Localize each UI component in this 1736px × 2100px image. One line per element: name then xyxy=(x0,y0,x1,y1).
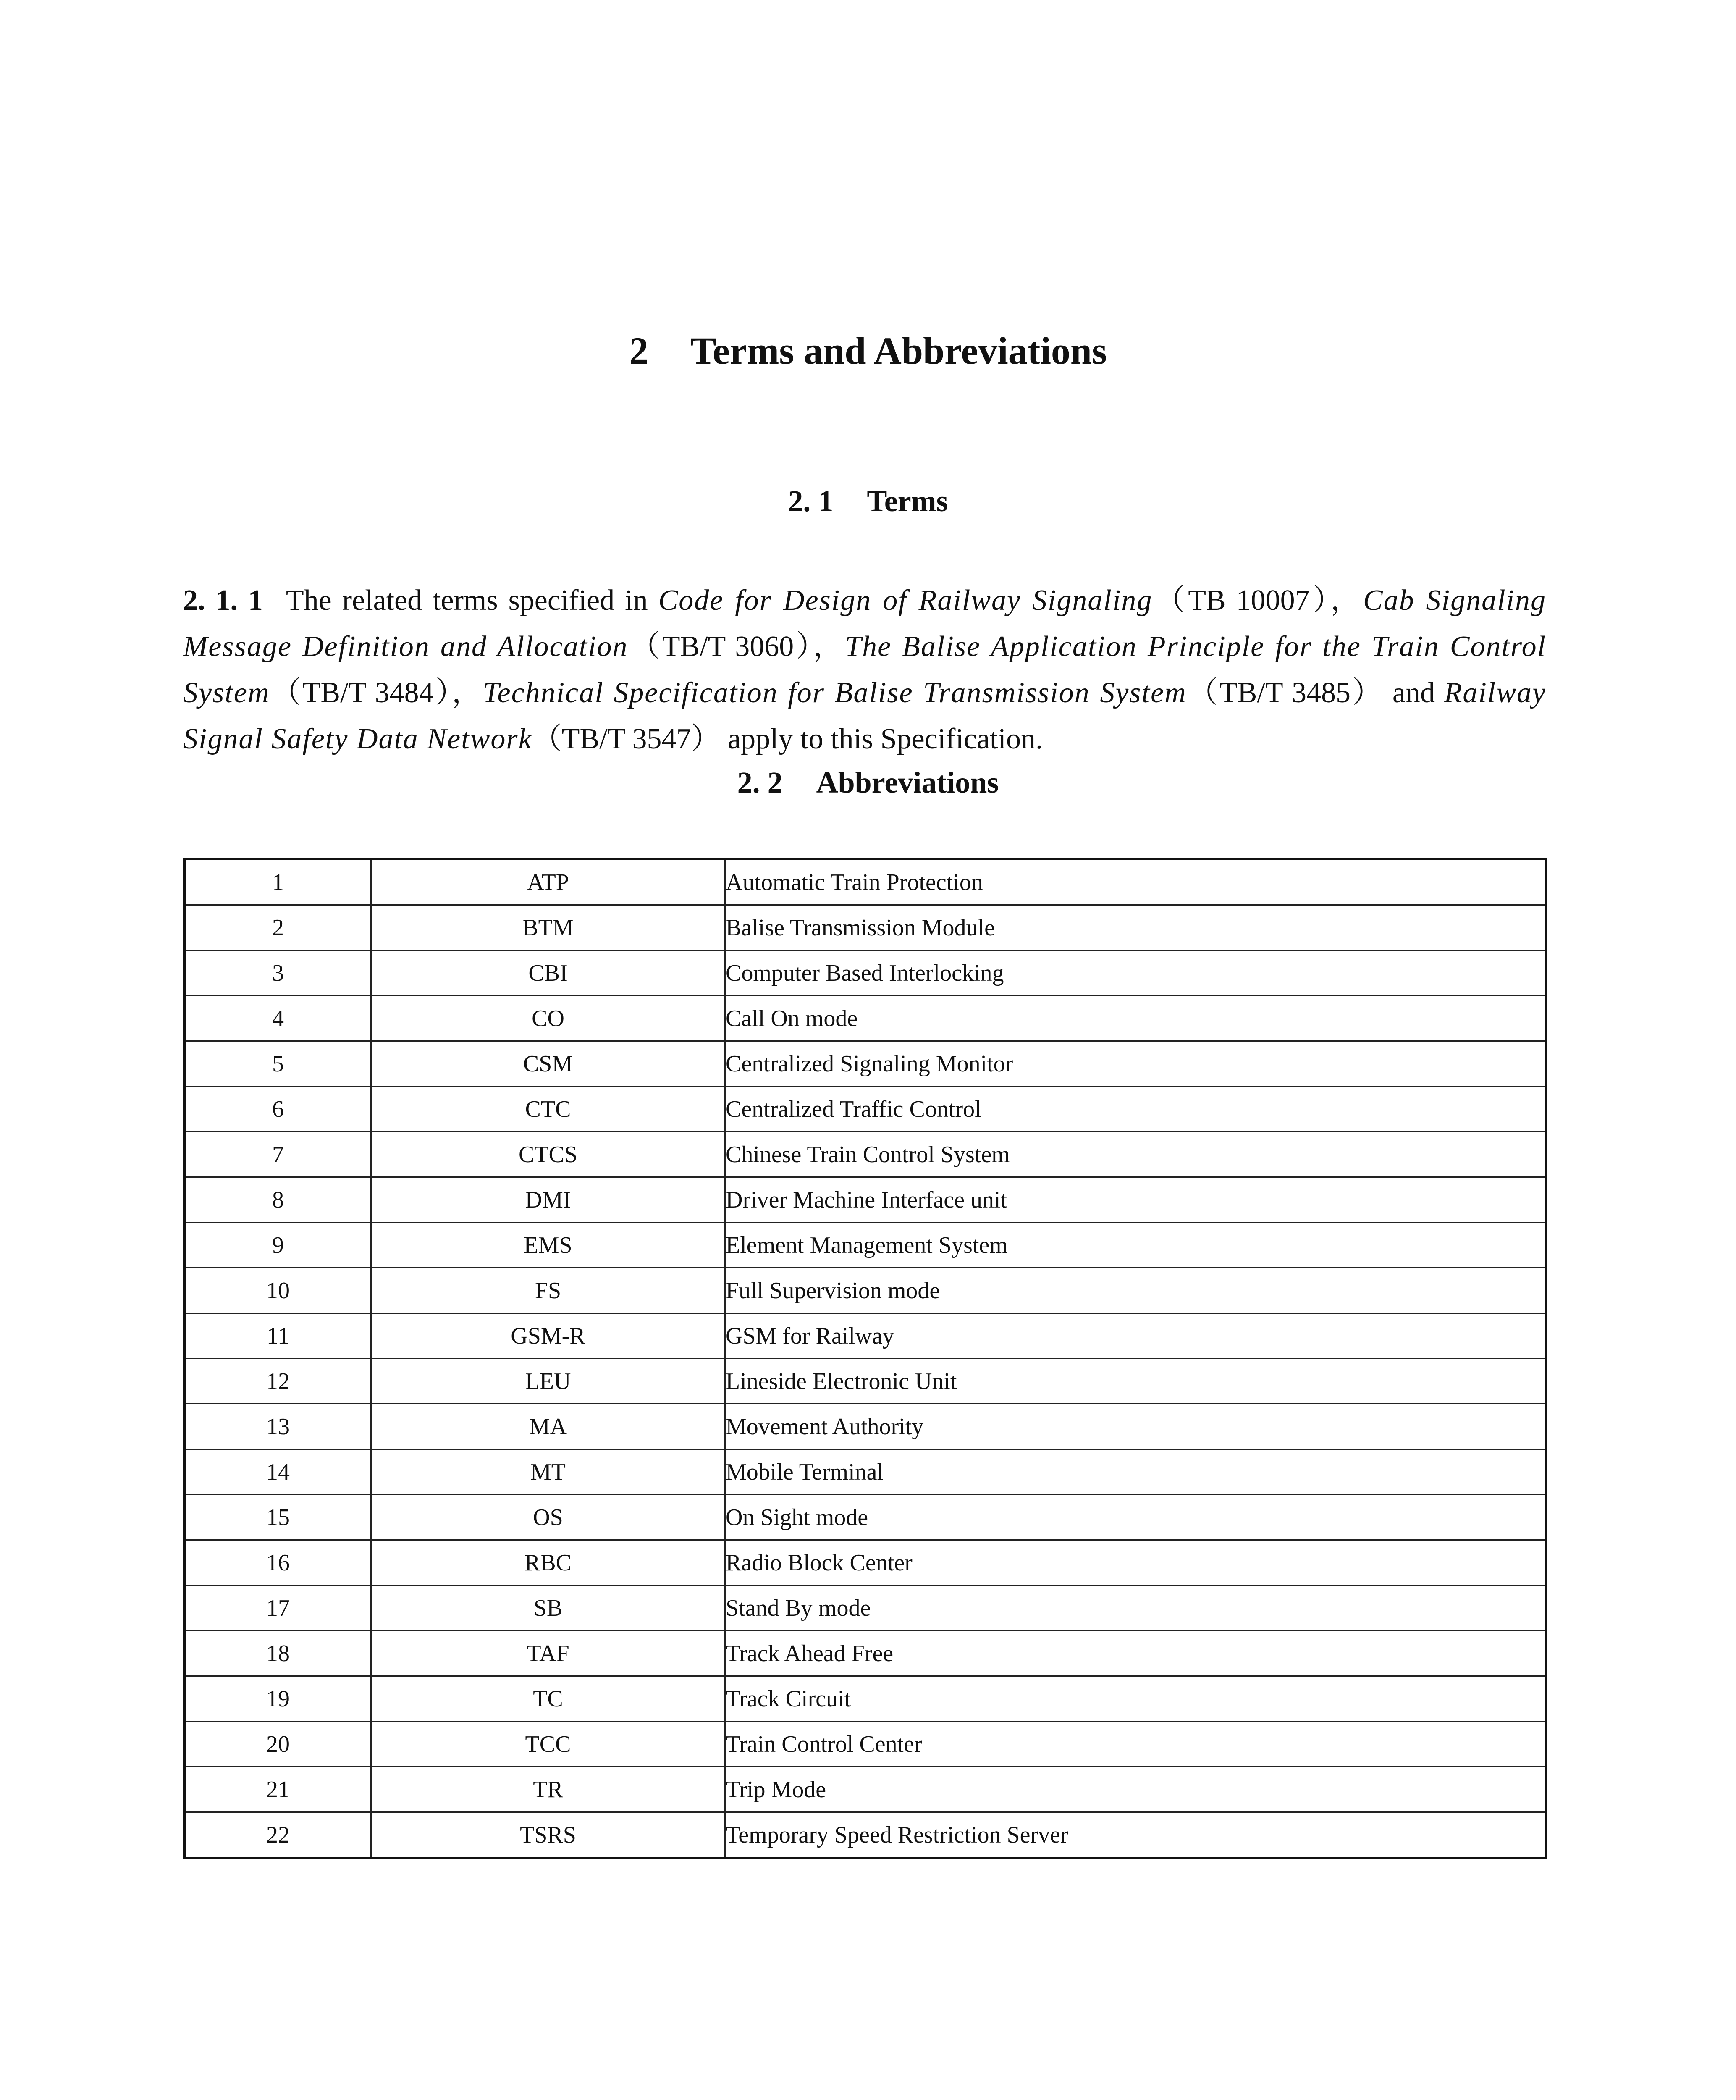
abbr-number-cell: 6 xyxy=(184,1087,371,1132)
abbr-code-cell: CO xyxy=(371,996,725,1041)
reference-title-1: Code for Design of Railway Signaling xyxy=(658,584,1153,617)
table-row xyxy=(184,1087,1546,1132)
clause-text-5: （TB/T 3485） and xyxy=(1186,677,1444,709)
abbr-definition-cell: Balise Transmission Module xyxy=(725,905,1546,950)
abbreviations-table xyxy=(183,858,1547,1859)
abbr-code-cell: LEU xyxy=(371,1359,725,1404)
abbr-definition-cell: Lineside Electronic Unit xyxy=(725,1359,1546,1404)
table-row xyxy=(184,1540,1546,1586)
abbr-definition-cell: On Sight mode xyxy=(725,1495,1546,1540)
table-row xyxy=(184,1449,1546,1495)
abbr-definition-cell: Element Management System xyxy=(725,1223,1546,1268)
section-abbreviations-number: 2. 2 xyxy=(737,766,783,799)
table-row xyxy=(184,1177,1546,1223)
clause-text-1: The related terms specified in xyxy=(286,584,658,617)
abbr-number-cell: 17 xyxy=(184,1586,371,1631)
abbr-number-cell: 13 xyxy=(184,1404,371,1449)
abbr-definition-cell: Movement Authority xyxy=(725,1404,1546,1449)
clause-text-4: （TB/T 3484）， xyxy=(270,677,483,709)
table-row xyxy=(184,1268,1546,1313)
clause-text-6: （TB/T 3547） apply to this Specification. xyxy=(532,723,1043,755)
table-row xyxy=(184,1812,1546,1858)
abbr-number-cell: 5 xyxy=(184,1041,371,1087)
abbr-definition-cell: Mobile Terminal xyxy=(725,1449,1546,1495)
abbr-code-cell: OS xyxy=(371,1495,725,1540)
abbr-code-cell: SB xyxy=(371,1586,725,1631)
abbr-definition-cell: Full Supervision mode xyxy=(725,1268,1546,1313)
abbr-definition-cell: Train Control Center xyxy=(725,1722,1546,1767)
abbr-definition-cell: Automatic Train Protection xyxy=(725,859,1546,905)
reference-title-4: Technical Specification for Balise Transmission System xyxy=(483,677,1187,709)
abbr-code-cell: TAF xyxy=(371,1631,725,1676)
clause-number: 2. 1. 1 xyxy=(183,584,263,617)
abbr-number-cell: 7 xyxy=(184,1132,371,1177)
abbr-number-cell: 22 xyxy=(184,1812,371,1858)
abbr-code-cell: ATP xyxy=(371,859,725,905)
abbr-definition-cell: Radio Block Center xyxy=(725,1540,1546,1586)
chapter-title xyxy=(0,328,1736,374)
clause-text-3: （TB/T 3060）， xyxy=(628,630,845,663)
abbr-number-cell: 2 xyxy=(184,905,371,950)
abbr-number-cell: 3 xyxy=(184,950,371,996)
table-row xyxy=(184,1404,1546,1449)
abbr-number-cell: 18 xyxy=(184,1631,371,1676)
abbr-number-cell: 8 xyxy=(184,1177,371,1223)
abbr-number-cell: 9 xyxy=(184,1223,371,1268)
abbr-definition-cell: Centralized Traffic Control xyxy=(725,1087,1546,1132)
abbr-code-cell: CBI xyxy=(371,950,725,996)
table-row xyxy=(184,1495,1546,1540)
abbr-definition-cell: Call On mode xyxy=(725,996,1546,1041)
table-row xyxy=(184,950,1546,996)
abbr-number-cell: 14 xyxy=(184,1449,371,1495)
abbr-code-cell: DMI xyxy=(371,1177,725,1223)
abbr-definition-cell: Stand By mode xyxy=(725,1586,1546,1631)
abbr-number-cell: 19 xyxy=(184,1676,371,1722)
table-row xyxy=(184,1676,1546,1722)
abbr-code-cell: TC xyxy=(371,1676,725,1722)
chapter-number: 2 xyxy=(629,329,649,372)
abbr-code-cell: BTM xyxy=(371,905,725,950)
abbr-definition-cell: Chinese Train Control System xyxy=(725,1132,1546,1177)
abbr-number-cell: 12 xyxy=(184,1359,371,1404)
chapter-heading: Terms and Abbreviations xyxy=(690,329,1107,372)
abbr-number-cell: 1 xyxy=(184,859,371,905)
abbr-definition-cell: GSM for Railway xyxy=(725,1313,1546,1359)
section-terms-heading: Terms xyxy=(867,484,948,518)
section-terms-number: 2. 1 xyxy=(788,484,834,518)
table-row xyxy=(184,859,1546,905)
abbr-code-cell: TSRS xyxy=(371,1812,725,1858)
abbr-code-cell: CTCS xyxy=(371,1132,725,1177)
abbr-definition-cell: Track Ahead Free xyxy=(725,1631,1546,1676)
abbr-code-cell: FS xyxy=(371,1268,725,1313)
abbr-code-cell: CSM xyxy=(371,1041,725,1087)
abbr-code-cell: EMS xyxy=(371,1223,725,1268)
abbr-number-cell: 4 xyxy=(184,996,371,1041)
abbr-definition-cell: Centralized Signaling Monitor xyxy=(725,1041,1546,1087)
section-terms-title xyxy=(0,483,1736,519)
abbr-number-cell: 15 xyxy=(184,1495,371,1540)
abbr-code-cell: TR xyxy=(371,1767,725,1812)
table-row xyxy=(184,1223,1546,1268)
table-row xyxy=(184,1722,1546,1767)
reference-title-3: The Balise Application Principle for the Train Control System xyxy=(183,630,1547,709)
abbr-number-cell: 20 xyxy=(184,1722,371,1767)
abbr-code-cell: MA xyxy=(371,1404,725,1449)
section-abbreviations-title xyxy=(0,764,1736,801)
table-row xyxy=(184,1132,1546,1177)
clause-paragraph xyxy=(183,578,1546,762)
clause-text-2: （TB 10007）， xyxy=(1152,584,1364,617)
reference-title-2: Cab Signaling Message Definition and Allocation xyxy=(183,584,1547,663)
table-row xyxy=(184,905,1546,950)
section-abbreviations-heading: Abbreviations xyxy=(816,766,999,799)
abbr-number-cell: 21 xyxy=(184,1767,371,1812)
abbr-code-cell: GSM-R xyxy=(371,1313,725,1359)
abbr-definition-cell: Track Circuit xyxy=(725,1676,1546,1722)
abbr-number-cell: 16 xyxy=(184,1540,371,1586)
abbr-code-cell: TCC xyxy=(371,1722,725,1767)
abbr-number-cell: 11 xyxy=(184,1313,371,1359)
abbreviations-table-body xyxy=(184,859,1546,1858)
table-row xyxy=(184,1041,1546,1087)
abbr-code-cell: RBC xyxy=(371,1540,725,1586)
table-row xyxy=(184,1631,1546,1676)
abbr-code-cell: MT xyxy=(371,1449,725,1495)
abbr-definition-cell: Trip Mode xyxy=(725,1767,1546,1812)
table-row xyxy=(184,1359,1546,1404)
reference-title-5: Railway Signal Safety Data Network xyxy=(183,677,1546,755)
abbr-number-cell: 10 xyxy=(184,1268,371,1313)
table-row xyxy=(184,1767,1546,1812)
abbr-definition-cell: Computer Based Interlocking xyxy=(725,950,1546,996)
table-row xyxy=(184,1586,1546,1631)
abbr-definition-cell: Driver Machine Interface unit xyxy=(725,1177,1546,1223)
abbr-code-cell: CTC xyxy=(371,1087,725,1132)
table-row xyxy=(184,996,1546,1041)
table-row xyxy=(184,1313,1546,1359)
abbr-definition-cell: Temporary Speed Restriction Server xyxy=(725,1812,1546,1858)
